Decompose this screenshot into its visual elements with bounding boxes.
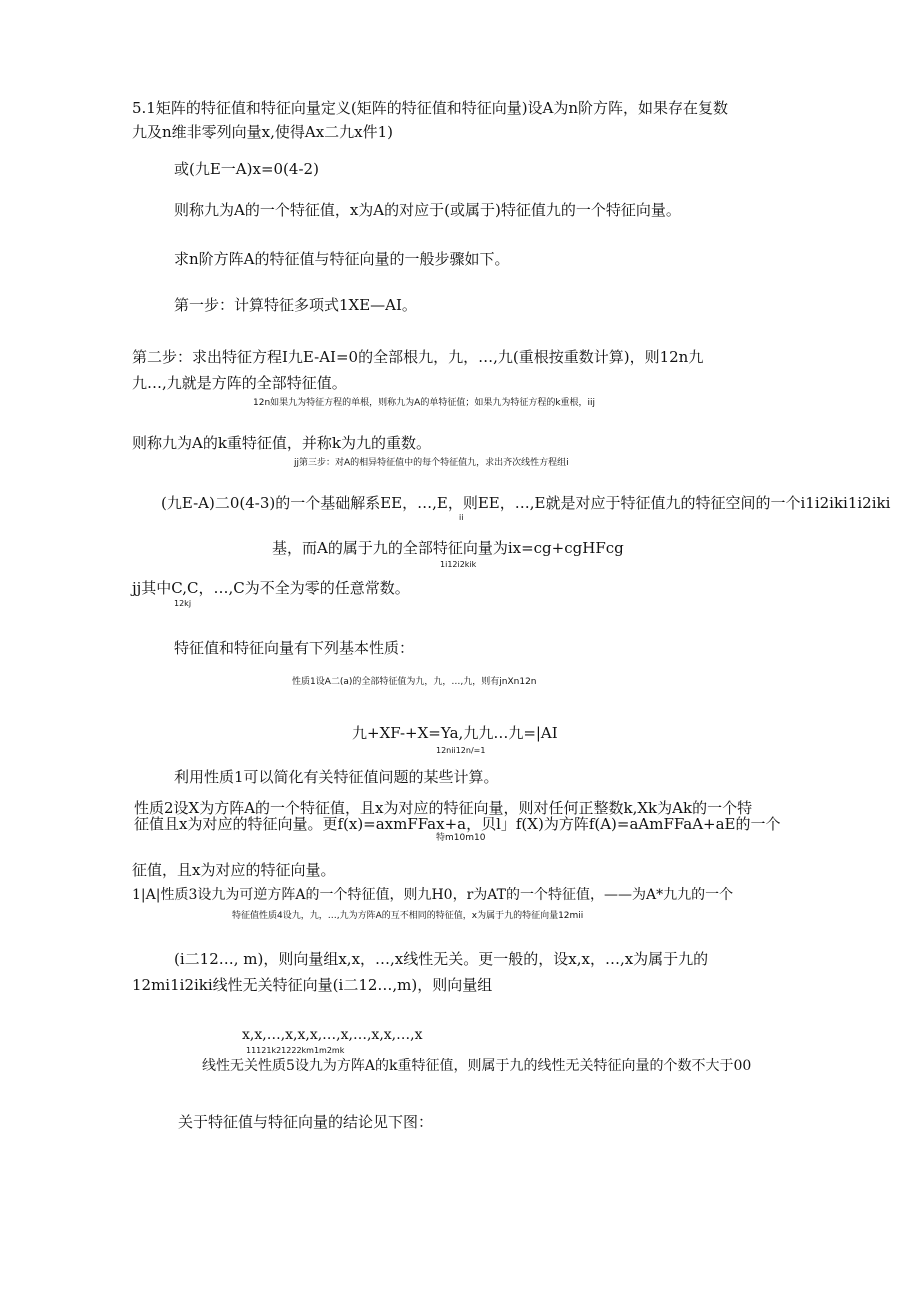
- text: 12kj: [174, 599, 192, 608]
- text: (i二12…, m)，则向量组x,x，…,x线性无关。更一般的，设x,x，…,x为属于九的: [174, 950, 709, 968]
- definition-line-3: [174, 201, 681, 219]
- property-1: [292, 677, 537, 688]
- coefficients-line: [132, 579, 410, 597]
- text: 11121k21222km1m2mk: [246, 1046, 345, 1055]
- equation-4-3-line: [161, 494, 890, 512]
- text: 关于特征值与特征向量的结论见下图：: [178, 1113, 434, 1131]
- text: jj其中C,C，…,C为不全为零的任意常数。: [132, 579, 410, 597]
- text: ii: [459, 513, 464, 522]
- equation-4-2: [174, 160, 319, 178]
- text: x,x,…,x,x,x,…,x,…,x,x,…,x: [242, 1027, 423, 1043]
- text: 基，而A的属于九的全部特征向量为ix=cg+cgHFcg: [272, 539, 624, 557]
- text: 1i12i2kik: [440, 560, 477, 569]
- step-one: [174, 296, 417, 314]
- property-4-line-1: [232, 911, 583, 922]
- definition-line-2: [132, 123, 393, 141]
- text: 1|A|性质3设九为可逆方阵A的一个特征值，则九H0，r为AT的一个特征值，——为A*九九的一个: [132, 887, 734, 903]
- text: 12n如果九为特征方程的单根，则称九为A的单特征值；如果九为特征方程的k重根，iij: [253, 398, 596, 408]
- text: 则称九为A的k重特征值，并称k为九的重数。: [132, 434, 432, 452]
- property-4-line-3: [132, 976, 492, 994]
- property-5: [202, 1058, 751, 1075]
- text: 特征值和特征向量有下列基本性质：: [174, 639, 415, 657]
- text: 九及n维非零列向量x,使得Ax二九x件1): [132, 123, 394, 141]
- property-4-line-2: [174, 950, 708, 968]
- text: 或(九E一A)x=0(4-2): [174, 160, 319, 178]
- step-two-line-1: [132, 348, 703, 366]
- eigenvector-general-form: [272, 539, 624, 557]
- property-1-usage: [174, 768, 499, 786]
- text: 线性无关性质5设九为方阵A的k重特征值，则属于九的线性无关特征向量的个数不大于00: [202, 1058, 752, 1074]
- text: 第二步：求出特征方程I九E-AI=0的全部根九，九，…,九(重根按重数计算)，则12n九: [132, 348, 704, 366]
- text: 求n阶方阵A的特征值与特征向量的一般步骤如下。: [174, 250, 510, 268]
- vector-group: [242, 1027, 422, 1044]
- text: 性质1设A二(a)的全部特征值为九，九，…,九，则有jnXn12n: [292, 677, 537, 687]
- steps-intro: [174, 250, 510, 268]
- single-root-note: [253, 398, 595, 409]
- vector-group-subscripts: [246, 1046, 344, 1056]
- property-1-formula: [352, 724, 558, 742]
- text: (九E-A)二0(4-3)的一个基础解系EE，…,E，则EE，…,E就是对应于特征值九的特征空间的一个i1i2iki1i2iki: [161, 494, 891, 512]
- step-three: [294, 458, 569, 469]
- text: 5.1矩阵的特征值和特征向量定义(矩阵的特征值和特征向量)设A为n阶方阵，如果存在复数: [132, 99, 729, 117]
- definition-line-1: [132, 99, 728, 117]
- text: 利用性质1可以简化有关特征值问题的某些计算。: [174, 768, 499, 786]
- step-two-line-2: [132, 374, 347, 392]
- property-2-subscripts: [436, 833, 485, 844]
- text: 征值，且x为对应的特征向量。: [132, 861, 336, 879]
- general-form-subscripts: [440, 560, 476, 570]
- text: 性质2设X为方阵A的一个特征值，且x为对应的特征向量，则对任何正整数k,Xk为Ak的一个特: [134, 799, 753, 817]
- text: 征值且x为对应的特征向量。更f(x)=axmFFax+a，贝l」f(X)为方阵f(A)=aAmFFaA+aE的一个: [134, 815, 781, 833]
- properties-intro: [174, 639, 414, 657]
- text: 则称九为A的一个特征值，x为A的对应于(或属于)特征值九的一个特征向量。: [174, 201, 681, 219]
- conclusion-line: [178, 1113, 433, 1131]
- text: 九…,九就是方阵的全部特征值。: [132, 374, 347, 392]
- text: 第一步：计算特征多项式1XE—AI。: [174, 296, 417, 314]
- text: 12mi1i2iki线性无关特征向量(i二12…,m)，则向量组: [132, 976, 493, 994]
- property-1-formula-subscripts: [436, 746, 485, 756]
- coefficients-subscripts: [174, 599, 191, 609]
- text: jj第三步：对A的相异特征值中的每个特征值九，求出齐次线性方程组i: [294, 458, 569, 468]
- equation-4-3-subscripts: [459, 513, 463, 523]
- property-3: [132, 887, 733, 904]
- text: 特m10m10: [436, 833, 486, 843]
- property-2-line-3: [132, 861, 335, 879]
- multiplicity-line: [132, 434, 431, 452]
- text: 九+XF-+X=Ya,九九…九=|AI: [352, 724, 558, 742]
- text: 特征值性质4设九，九，…,九为方阵A的互不相同的特征值，x为属于九的特征向量12mii: [232, 911, 584, 921]
- text: 12nii12n/=1: [436, 746, 486, 755]
- property-2-line-2: [134, 815, 781, 833]
